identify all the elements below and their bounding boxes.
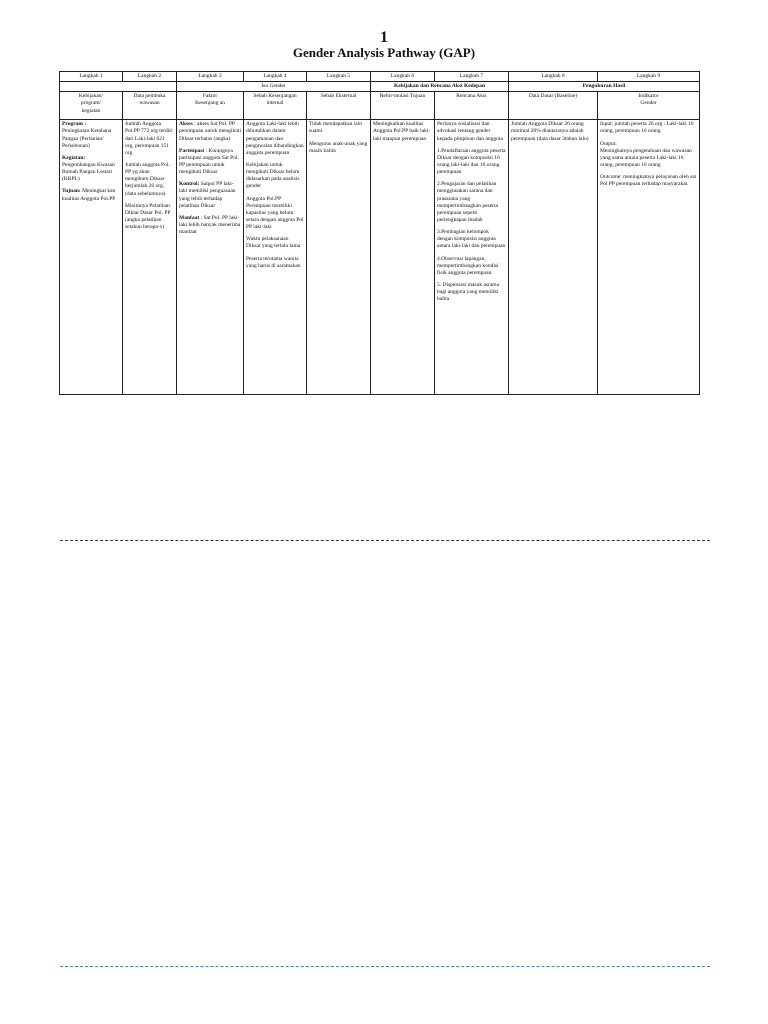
- cell-rencana-aksi: [435, 120, 509, 395]
- cell-sebab-internal: [244, 120, 307, 395]
- document-title: Gender Analysis Pathway (GAP): [292, 45, 476, 60]
- partisipasi-label: Partisipasi: [179, 147, 205, 154]
- paragraph: Jumlah Anggota Diksar 26 orang minimal 20% diantaranya adalah perempuan (data dasar 3tahun lalu): [511, 121, 589, 142]
- group-kebijakan: Kebijakan dan Rencana Aksi Kedepan: [371, 82, 509, 92]
- paragraph: 1.Pendaftaraan anggota peserta Diksar dengan komposisi 16 orang laki-laki dan 10 orang perempuan: [437, 147, 506, 176]
- manfaat-text: : Sat Pol. PP laki-laki lebih banyak menerima manfaat: [179, 214, 241, 236]
- paragraph: Minimnya Pelatihan Diklat Dasar Pol. PP (angka pelatihan setahun berapa-x): [125, 202, 171, 231]
- cell-sebab-eksternal: [307, 120, 371, 395]
- paragraph: Jumlah anggota Pol. PP yg akan mengikuto Diksar berjumlah 26 org, (data sebelumnya): [125, 161, 170, 197]
- column-header: Indikator Gender: [598, 92, 700, 120]
- kegiatan-text: Pengembangan Kwasan Rumah Pangan Lestari (KRPL): [62, 161, 115, 183]
- content-row: [60, 120, 700, 395]
- kontrol-label: Kontrol:: [179, 181, 200, 188]
- kegiatan-label: Kegiatan:: [62, 154, 86, 161]
- paragraph: Perlunya sosialisasi dan advokasi tentang gender kepada pimpinan dan anggota: [437, 121, 503, 142]
- tujuan-text: Meningkat kan kualitas Anggota Pol.PP: [62, 188, 116, 202]
- step-header: Langkah 4: [244, 72, 307, 82]
- step-header: Langkah 5: [307, 72, 371, 82]
- paragraph: 4.Observasi lapangan, mempertimbangkan kondisi fisik anggota perempuan: [437, 255, 499, 276]
- paragraph: Anggota Pol.PP Perempuan memiliki kapasitas yang belum setara dengan anggota Pol PP laki-laki: [246, 195, 304, 231]
- step-header: Langkah 7: [435, 72, 509, 82]
- step-header: Langkah 6: [371, 72, 435, 82]
- paragraph: Peserta terutama wanita yang harus di asramakan: [246, 255, 301, 269]
- step-header: Langkah 1: [60, 72, 123, 82]
- group-pengukuran: Pengukuran Hasil: [509, 82, 700, 92]
- column-header: Rencana Aksi: [435, 92, 509, 120]
- cell-indikator-gender: [598, 120, 700, 395]
- column-header: Sebab Kesenjangan internal: [244, 92, 307, 120]
- paragraph: Output: Meningkatnya pengetahuan dan wawasan yang sama antara peserta Laki-laki 16 orang, perempuan 10 orang: [600, 140, 692, 168]
- manfaat-label: Manfaat: [179, 214, 200, 221]
- column-header: Refor-mulasi Tujuan: [371, 92, 435, 120]
- cell-program: [60, 120, 123, 395]
- paragraph: Kebijakan untuk mengikuti Diksar belum didasarkan pada analisis gender: [246, 161, 300, 190]
- column-heads-row: [60, 92, 700, 120]
- paragraph: Jumlah Anggota Pol.PP 772 org terdiri dari Laki-laki 621 org, perempuan 151 org: [125, 121, 173, 156]
- paragraph: Meningkatkan kualitas Anggota Pol.PP baik laki-laki maupun perempuan: [373, 121, 431, 142]
- paragraph: Mengurus anak-anak yang masih balita: [309, 140, 368, 154]
- paragraph: Waktu pelaksanaan Diksar yang terlalu lama: [246, 236, 301, 250]
- step-header: Langkah 3: [177, 72, 244, 82]
- cell-data-pembuka: [123, 120, 177, 395]
- paragraph: Tidak mendapatkan izin suami: [309, 121, 362, 135]
- footer-divider: [60, 966, 710, 967]
- cell-faktor-kesenjangan: [177, 120, 244, 395]
- paragraph: Outcome: meningkatnya pelayanan oleh sat Pol PP perempuan terhadap masyarakat.: [600, 174, 697, 188]
- steps-row: [60, 72, 700, 82]
- cell-data-dasar: [509, 120, 598, 395]
- akses-label: Akses: [179, 121, 193, 128]
- kontrol-text: Satpol PP laki-laki memiliki penguasaan yang lebih terhadap pelatihan Diksar: [179, 181, 236, 209]
- tujuan-label: Tujuan:: [62, 188, 81, 195]
- paragraph: 5. Dispensasi masuk asrama bagi anggota yang memiliki balita: [437, 281, 500, 303]
- program-label: Program :: [62, 121, 87, 128]
- partisipasi-text: : Kurangnya partisipasi anggota Sat Pol. PP perempuan untuk mengikuti Diksar: [179, 147, 239, 176]
- program-text: Peningkatan Ketahana Pangan (Pertanian/ Perkebunan): [62, 128, 112, 149]
- cell-reformulasi-tujuan: [371, 120, 435, 395]
- gap-table: [59, 71, 700, 395]
- group-empty: [60, 82, 177, 92]
- column-header: Sebab Eksternal: [307, 92, 371, 120]
- step-header: Langkah 8: [509, 72, 598, 82]
- group-isu-gender: Isu Gender: [177, 82, 371, 92]
- column-header: Kebijakan/ program/ kegiatan: [60, 92, 123, 120]
- step-header: Langkah 9: [598, 72, 700, 82]
- groups-row: [60, 82, 700, 92]
- page-number: 1: [380, 29, 388, 46]
- page-divider: [60, 540, 710, 541]
- paragraph: Input: jumlah peserta 26 org : Laki-laki 16 orang, perempuan 10 orang: [600, 121, 694, 135]
- paragraph: Anggota Laki-laki lebih dibutuhkan dalam pengamanan dan pengawalan dibandingkan anggota perempuan: [246, 121, 304, 156]
- column-header: Data Dasar (Baseline): [509, 92, 598, 120]
- column-header: Faktor Kesenjang an: [177, 92, 244, 120]
- akses-text: : akses Sat Pol. PP perempuan untuk mengikuti Diksar terbatas (angka): [179, 121, 242, 142]
- paragraph: 3.Pembagian kelompok dengan komposisi anggota antara laki-laki dan perempuan: [437, 229, 506, 250]
- column-header: Data pembuka wawasan: [123, 92, 177, 120]
- step-header: Langkah 2: [123, 72, 177, 82]
- paragraph: 2.Pengajaran dan pelatihan menggunakan sarana dan prasarana yang mempertimbangkan peserta perempuan seperti perlengkapan ibadah: [437, 181, 498, 223]
